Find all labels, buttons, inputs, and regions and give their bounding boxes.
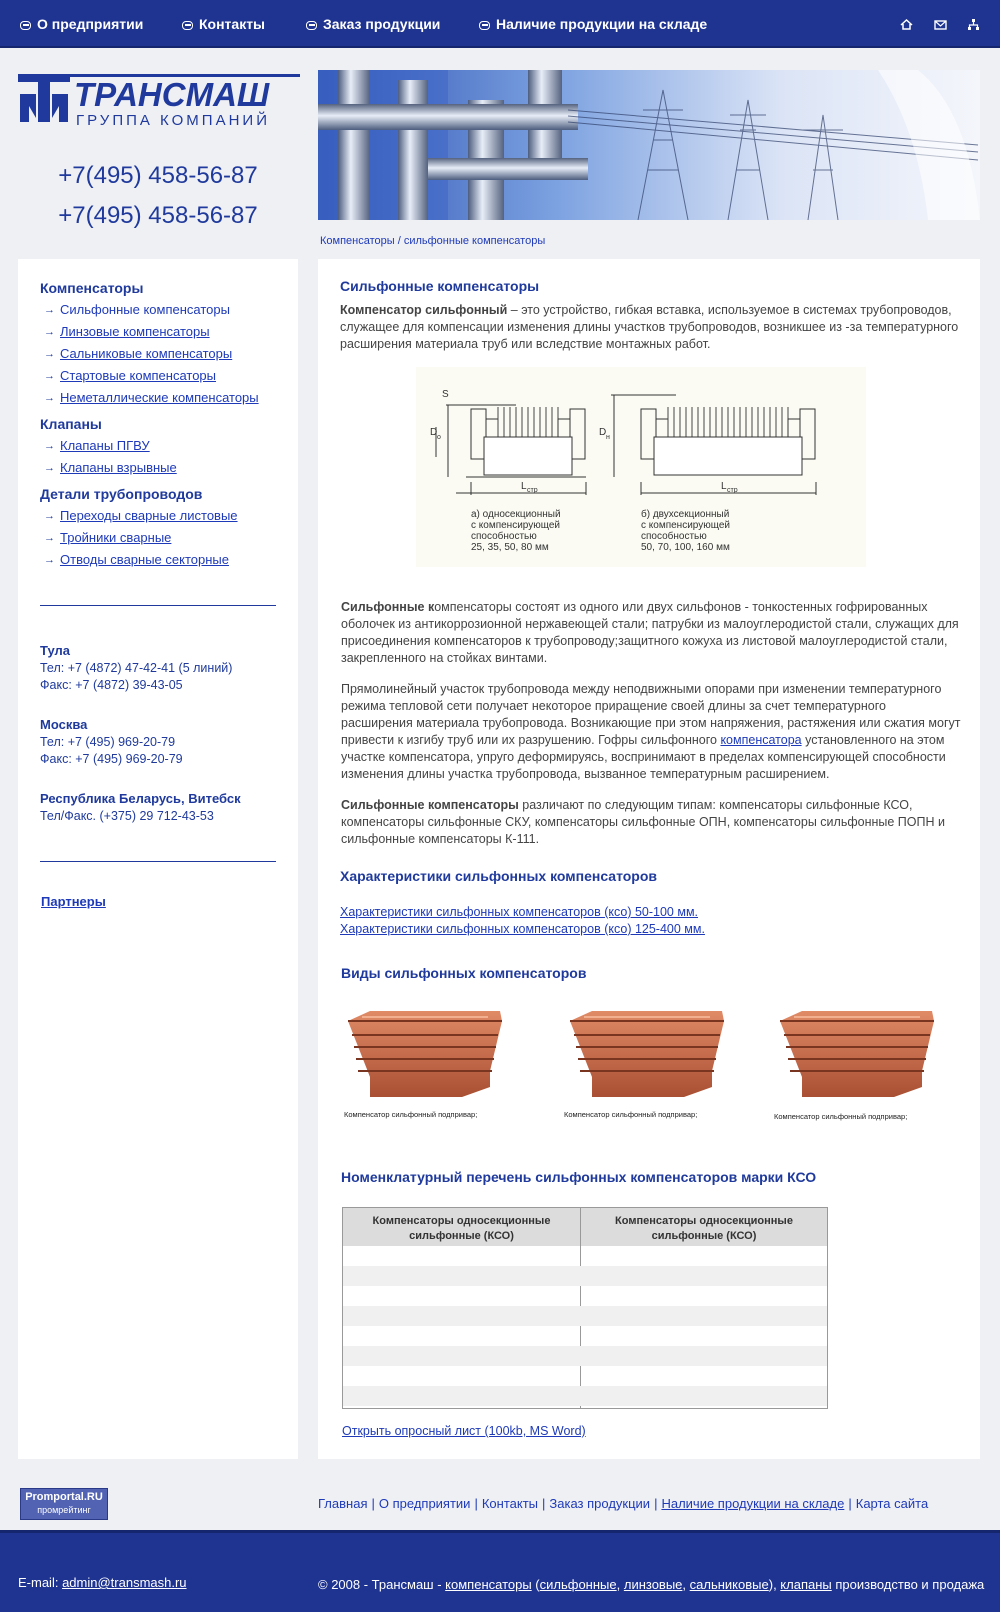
sidebar-item-explosive[interactable]: → Клапаны взрывные [40, 457, 276, 479]
svg-text:L: L [521, 481, 527, 492]
footer-link-order[interactable]: Заказ продукции [549, 1496, 651, 1511]
svg-text:н: н [606, 434, 610, 441]
copy-link-lens[interactable]: линзовые [623, 1577, 683, 1592]
footer-link-sitemap[interactable]: Карта сайта [855, 1496, 929, 1511]
characteristics-link-50-100[interactable]: Характеристики сильфонных компенсаторов (ксо) 50-100 мм. [340, 905, 699, 919]
svg-text:25, 35, 50, 80 мм: 25, 35, 50, 80 мм [471, 542, 549, 553]
product-image[interactable] [564, 1011, 724, 1119]
footer-link-stock[interactable]: Наличие продукции на складе [661, 1496, 845, 1511]
svg-text:а) односекционный: а) односекционный [471, 509, 561, 520]
copyright: © 2008 - Трансмаш - компенсаторы (сильфонные, линзовые, сальниковые), клапаны производство и продажа [318, 1577, 985, 1592]
contact-vitebsk: Республика Беларусь, Витебск Тел/Факс. (+375) 29 712-43-53 [40, 791, 241, 823]
section-title-nomenclature: Номенклатурный перечень сильфонных компенсаторов марки КСО [341, 1169, 817, 1185]
section-title-characteristics: Характеристики сильфонных компенсаторов [340, 868, 657, 884]
arrow-icon [182, 19, 193, 30]
breadcrumb[interactable]: Компенсаторы / сильфонные компенсаторы [320, 235, 546, 247]
characteristics-links [340, 904, 705, 938]
sidebar-item-tees[interactable]: → Тройники сварные [40, 527, 276, 549]
table-row [343, 1306, 827, 1326]
nav-stock[interactable]: Наличие продукции на складе [479, 16, 707, 32]
footer-link-home[interactable]: Главная [318, 1496, 368, 1511]
table-header: Компенсаторы односекционные сильфонные (КСО) [372, 1215, 551, 1242]
svg-text:с компенсирующей: с компенсирующей [641, 520, 730, 531]
sidebar-item-bends[interactable]: → Отводы сварные секторные [40, 549, 276, 571]
svg-text:с компенсирующей: с компенсирующей [471, 520, 560, 531]
sidebar-item-bellows[interactable]: → Сильфонные компенсаторы [40, 299, 276, 321]
footer-link-about[interactable]: О предприятии [378, 1496, 471, 1511]
copy-link-gland[interactable]: сальниковые [689, 1577, 769, 1592]
product-image[interactable] [774, 1011, 934, 1121]
paragraph-types: Сильфонные компенсаторы различают по следующим типам: компенсаторы сильфонные КСО, компенсаторы сильфонные СКУ, компенсаторы сильфонные ОПН, компенсаторы сильфонные ПОПН и сильфонные компенсаторы К-111. [341, 798, 945, 846]
promportal-badge[interactable]: Promportal.RU промрейтинг [20, 1488, 108, 1520]
contact-moscow: Москва Тел: +7 (495) 969-20-79 Факс: +7 (495) 969-20-79 [40, 717, 183, 766]
page-title: Сильфонные компенсаторы [340, 278, 540, 294]
header-banner [318, 70, 980, 220]
contact-tula: Тула Тел: +7 (4872) 47-42-41 (5 линий) Факс: +7 (4872) 39-43-05 [40, 643, 233, 692]
svg-text:D: D [599, 427, 607, 438]
product-gallery [340, 1003, 960, 1123]
bottom-bar [0, 1530, 1000, 1612]
divider [40, 605, 276, 606]
svg-text:50, 70, 100, 160 мм: 50, 70, 100, 160 мм [641, 542, 730, 553]
main-content [318, 259, 980, 1459]
home-icon[interactable] [900, 18, 913, 31]
svg-text:б) двухсекционный: б) двухсекционный [641, 509, 730, 520]
email-link[interactable]: admin@transmash.ru [62, 1575, 187, 1590]
svg-text:способностью: способностью [471, 531, 537, 542]
top-navigation [0, 0, 1000, 48]
sidebar-item-start[interactable]: → Стартовые компенсаторы [40, 365, 276, 387]
divider [40, 861, 276, 862]
partners-link[interactable]: Партнеры [41, 894, 106, 909]
company-logo[interactable] [18, 72, 298, 128]
svg-text:стр: стр [727, 487, 738, 494]
svg-text:Компенсатор сильфонный подприв: Компенсатор сильфонный подпривар; [774, 1112, 908, 1121]
table-header: Компенсаторы односекционные сильфонные (КСО) [615, 1215, 793, 1242]
arrow-icon [20, 19, 31, 30]
questionnaire-link[interactable]: Открыть опросный лист (100kb, MS Word) [342, 1424, 586, 1438]
sidebar [18, 259, 298, 1459]
table-row [343, 1266, 827, 1286]
svg-text:Компенсатор сильфонный подприв: Компенсатор сильфонный подпривар; [344, 1110, 478, 1119]
section-title-kinds: Виды сильфонных компенсаторов [341, 965, 587, 981]
paragraph-expansion: Прямолинейный участок трубопровода между неподвижными опорами при изменении температурного режима тепловой сети получает некоторое приращение своей длины за счет температурного расширения материала трубопровода. Возникающие при этом напряжения, растяжения или сжатия могут привести к изгибу труб или их разрушению. Гофры сильфонного компенсатора установленного на этом участке компенсатора, упруго деформируясь, воспринимают в пределах компенсирующей способности изменения длины участка трубопровода, вызванное температурным расширением. [341, 682, 961, 781]
table-row [343, 1386, 827, 1406]
characteristics-link-125-400[interactable]: Характеристики сильфонных компенсаторов (ксо) 125-400 мм. [340, 922, 705, 936]
logo-name: ТРАНСМАШ [74, 76, 270, 113]
arrow-icon [479, 19, 490, 30]
compensator-link[interactable]: компенсатора [720, 733, 802, 747]
svg-text:S: S [442, 389, 449, 400]
sidebar-item-transitions[interactable]: → Переходы сварные листовые [40, 505, 276, 527]
intro-paragraph: Компенсатор сильфонный – это устройство, гибкая вставка, используемое в системах трубопроводов, служащее для компенсации изменения длины участков трубопроводов, возникшее из -за температурного расширения материала труб или вследствие монтажных работ. [340, 303, 959, 351]
svg-text:Компенсатор сильфонный подприв: Компенсатор сильфонный подпривар; [564, 1110, 698, 1119]
nav-order[interactable]: Заказ продукции [306, 16, 440, 32]
copy-link-bellows[interactable]: сильфонные [539, 1577, 617, 1592]
sidebar-section-title[interactable]: Клапаны [40, 416, 102, 432]
email-block: E-mail: admin@transmash.ru [18, 1575, 187, 1590]
footer-link-contacts[interactable]: Контакты [481, 1496, 538, 1511]
nav-about[interactable]: О предприятии [20, 16, 143, 32]
table-row [343, 1346, 827, 1366]
sidebar-section-title[interactable]: Детали трубопроводов [40, 486, 203, 502]
nomenclature-table [342, 1207, 828, 1409]
svg-text:способностью: способностью [641, 531, 707, 542]
sidebar-item-nonmetal[interactable]: → Неметаллические компенсаторы [40, 387, 276, 409]
sidebar-section-title[interactable]: Компенсаторы [40, 280, 144, 296]
footer-nav: Главная | О предприятии | Контакты | Заказ продукции | Наличие продукции на складе | Карта сайта [318, 1496, 929, 1511]
svg-text:L: L [721, 481, 727, 492]
mail-icon[interactable] [934, 18, 947, 31]
phone-number[interactable]: +7(495) 458-56-87 [58, 162, 258, 189]
sidebar-item-gland[interactable]: → Сальниковые компенсаторы [40, 343, 276, 365]
phone-block [18, 156, 298, 236]
svg-text:стр: стр [527, 487, 538, 494]
sitemap-icon[interactable] [967, 18, 980, 31]
sidebar-item-lens[interactable]: → Линзовые компенсаторы [40, 321, 276, 343]
nav-contacts[interactable]: Контакты [182, 16, 265, 32]
questionnaire-link-wrap [342, 1423, 586, 1440]
sidebar-item-pgvu[interactable]: → Клапаны ПГВУ [40, 435, 276, 457]
phone-number[interactable]: +7(495) 458-56-87 [58, 202, 258, 229]
copy-link-compensators[interactable]: компенсаторы [445, 1577, 532, 1592]
paragraph-structure: Сильфонные компенсаторы состоят из одного или двух сильфонов - тонкостенных гофрированных оболочек из антикоррозионной нержавеющей стали; патрубки из малоуглеродистой стали, служащих для присоединения компенсаторов к трубопроводу;защитного кожуха из листовой малоуглеродистой стали, закрепленного на стойках винтами. [341, 600, 959, 665]
svg-text:о: о [437, 434, 441, 441]
arrow-icon [306, 19, 317, 30]
product-image[interactable] [344, 1011, 502, 1119]
copy-link-valves[interactable]: клапаны [780, 1577, 832, 1592]
logo-subtitle: ГРУППА КОМПАНИЙ [76, 112, 270, 128]
compensator-diagram [416, 367, 866, 567]
svg-text:D: D [430, 427, 438, 438]
